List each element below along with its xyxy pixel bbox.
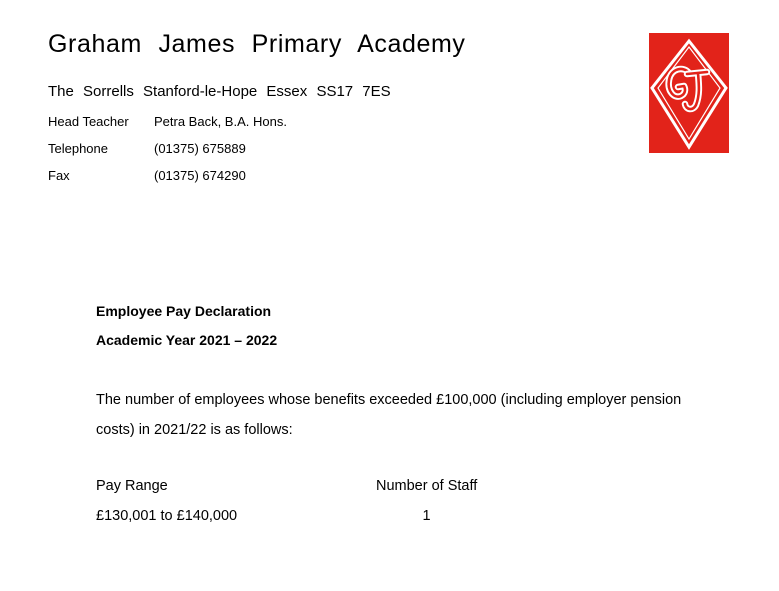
school-logo [649, 33, 729, 153]
pay-range-header: Pay Range [96, 478, 168, 494]
head-teacher-value: Petra Back, B.A. Hons. [154, 114, 287, 129]
school-address: The Sorrells Stanford-le-Hope Essex SS17 7ES [48, 83, 391, 100]
number-of-staff-cell: 1 [422, 508, 431, 524]
telephone-value: (01375) 675889 [154, 141, 246, 156]
intro-paragraph: The number of employees whose benefits exceeded £100,000 (including employer pension costs) in 2021/22 is as follows: [96, 392, 682, 438]
document-title: Employee Pay Declaration [96, 303, 272, 319]
number-of-staff-header: Number of Staff [376, 478, 478, 494]
academic-year: Academic Year 2021 – 2022 [96, 332, 278, 348]
pay-range-cell: £130,001 to £140,000 [96, 508, 238, 524]
school-name: Graham James Primary Academy [48, 30, 466, 58]
fax-value: (01375) 674290 [154, 168, 246, 183]
fax-label: Fax [48, 168, 70, 183]
head-teacher-label: Head Teacher [48, 114, 129, 129]
telephone-label: Telephone [48, 141, 108, 156]
